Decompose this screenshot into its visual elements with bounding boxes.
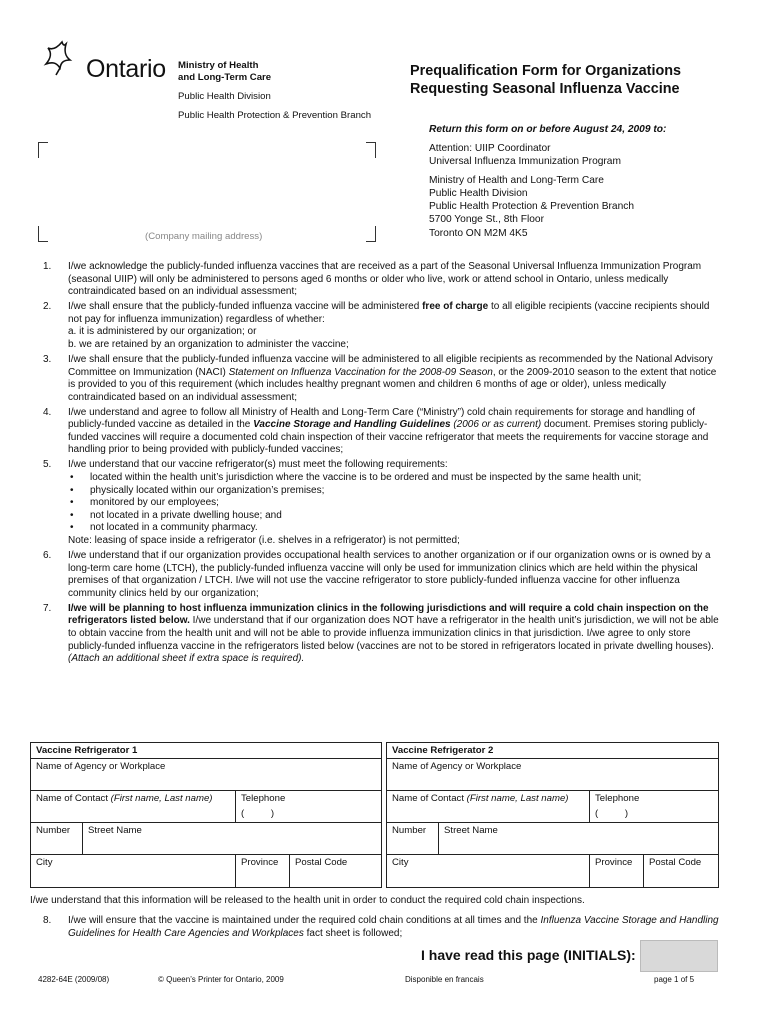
- branch-name: Public Health Protection & Prevention Branch: [178, 110, 372, 121]
- logo-wordmark: Ontario: [86, 55, 166, 83]
- item-text: I/we understand and agree to follow all Ministry of Health and Long-Term Care (“Ministry”) cold chain requirements for storage and handling of publicly-funded vaccine as detailed in the: [68, 406, 695, 431]
- division-name: Public Health Division: [178, 91, 271, 102]
- refrigerator-1-form: [30, 742, 382, 888]
- sub-item-a: a. it is administered by our organization; or: [68, 326, 257, 338]
- mailing-address-placeholder: (Company mailing address): [145, 231, 263, 242]
- refrigerator-1-title: Vaccine Refrigerator 1: [31, 743, 381, 759]
- field-label: Name of Contact: [392, 793, 464, 804]
- window-corner-br: [366, 226, 376, 242]
- item-text: I/we understand that if our organization does NOT have a refrigerator in the health unit’s jurisdiction, we will not be able to obtain vaccine from the health unit and will not be able to provide influenza immunization clinics in that jurisdiction. I/we agree to only store publicly-funded influenza vaccine in the refrigerators listed below (vaccines are not to be stored in refrigerators located in private dwelling houses).: [68, 615, 719, 652]
- bullet-icon: •: [70, 522, 74, 534]
- field-label: Province: [595, 857, 633, 868]
- telephone-field[interactable]: [236, 791, 381, 822]
- requirement-item: [68, 472, 720, 485]
- item-text-bold: I/we will be planning to host influenza immunization clinics in the following jurisdictions and will require a cold chain inspection on the refrigerators listed below.: [68, 602, 709, 627]
- item-text: I/we acknowledge the publicly-funded influenza vaccines that are received as a part of the Seasonal Universal Influenza Immunization Program (seasonal UIIP) will only be administered to persons aged 6 months or older who live, work or attend school in Ontario, unless medically contraindicated based on an individual assessment;: [68, 261, 702, 298]
- item-text-italic: (Attach an additional sheet if extra space is required).: [68, 653, 305, 665]
- city-field[interactable]: [387, 855, 590, 887]
- item-number: 2.: [43, 301, 52, 313]
- field-label: Name of Agency or Workplace: [392, 761, 522, 772]
- address-line: Ministry of Health and Long-Term Care: [429, 175, 604, 187]
- bullet-icon: •: [70, 509, 74, 521]
- item-text-bold: free of charge: [422, 301, 489, 313]
- return-address: [429, 142, 634, 240]
- item-text-bold-italic: Vaccine Storage and Handling Guidelines: [253, 419, 451, 431]
- agency-name-field[interactable]: [31, 759, 381, 790]
- ministry-name-line2: and Long-Term Care: [178, 72, 272, 83]
- window-corner-bl: [38, 226, 48, 242]
- item-number: 4.: [43, 406, 52, 418]
- field-hint: (First name, Last name): [466, 793, 569, 804]
- field-label: Postal Code: [295, 857, 348, 868]
- item-text: I/we understand that our vaccine refrigerator(s) must meet the following requirements:: [68, 459, 448, 471]
- initials-label: I have read this page (INITIALS):: [421, 947, 636, 963]
- agreement-item-6: [30, 550, 720, 600]
- ontario-logo: [40, 38, 180, 84]
- item-number: 1.: [43, 261, 52, 272]
- refrigerator-2-form: [386, 742, 719, 888]
- address-line: Toronto ON M2M 4K5: [429, 227, 528, 239]
- bullet-icon: •: [70, 497, 74, 509]
- province-field[interactable]: [590, 855, 644, 887]
- field-label: Postal Code: [649, 857, 702, 868]
- requirement-item: [68, 522, 720, 535]
- item-text: I/we shall ensure that the publicly-funded influenza vaccine will be administered: [68, 301, 423, 313]
- refrigerator-2-title: Vaccine Refrigerator 2: [387, 743, 718, 759]
- item-text: I/we will ensure that the vaccine is maintained under the required cold chain conditions at all times and the: [68, 915, 541, 926]
- item-text: I/we shall ensure that the publicly-funded influenza vaccine will be administered to all eligible recipients as recommended by the National Advisory Committee on Immunization (NACI): [68, 353, 713, 378]
- province-field[interactable]: [236, 855, 290, 887]
- contact-name-field[interactable]: [31, 791, 236, 822]
- street-name-field[interactable]: [83, 823, 381, 854]
- item-number: 8.: [43, 915, 52, 926]
- city-field[interactable]: [31, 855, 236, 887]
- item-text: fact sheet is followed;: [303, 928, 403, 939]
- agreement-item-4: [30, 407, 720, 457]
- item-text-italic: Influenza Vaccine Storage and Handling Guidelines for Health Care Agencies and Workplaces: [68, 915, 719, 939]
- trillium-icon: [40, 38, 84, 78]
- copyright: © Queen’s Printer for Ontario, 2009: [158, 975, 284, 984]
- field-hint: (First name, Last name): [110, 793, 213, 804]
- requirement-text: located within the health unit’s jurisdiction where the vaccine is to be ordered and must be inspected by the same health unit;: [90, 472, 642, 484]
- field-label: Telephone: [241, 793, 286, 804]
- form-title: [410, 62, 681, 98]
- requirements-list: [68, 472, 720, 535]
- field-label: City: [36, 857, 53, 868]
- requirement-text: not located in a community pharmacy.: [90, 522, 258, 534]
- initials-input[interactable]: [640, 940, 718, 972]
- address-line: 5700 Yonge St., 8th Floor: [429, 214, 544, 226]
- agreement-item-5: [30, 459, 720, 547]
- field-label: Number: [36, 825, 71, 836]
- item-text: I/we understand that if our organization provides occupational health services to another organization or if our organization owns or is owned by a long-term care home (LTCH), the publicly-funded influenza vaccine will only be used for immunization clinics which are held within the physical premises of that organization / LTCH. I/we will not use the vaccine refrigerator to store publicly-funded influenza vaccine for other influenza community clinics held by our organization;: [68, 550, 711, 599]
- requirement-item: [68, 485, 720, 498]
- area-code-parens: ( ): [595, 807, 629, 819]
- agreement-item-2: [30, 301, 720, 351]
- street-number-field[interactable]: [387, 823, 439, 854]
- street-number-field[interactable]: [31, 823, 83, 854]
- bullet-icon: •: [70, 472, 74, 484]
- address-line: Public Health Protection & Prevention Branch: [429, 201, 634, 213]
- agreement-item-7: [30, 603, 720, 666]
- field-label: Street Name: [444, 825, 498, 836]
- item-text-italic: Statement on Influenza Vaccination for the 2008-09 Season: [228, 366, 493, 378]
- release-note: I/we understand that this information will be released to the health unit in order to conduct the required cold chain inspections.: [30, 895, 585, 906]
- agreement-item-3: [30, 354, 720, 404]
- item-number: 3.: [43, 353, 52, 365]
- requirement-text: physically located within our organization’s premises;: [90, 484, 325, 496]
- field-label: City: [392, 857, 409, 868]
- field-label: Name of Contact: [36, 793, 108, 804]
- bullet-icon: •: [70, 484, 74, 496]
- item-text: , or the 2009-2010 season to the extent that notice is provided to you of this requirement (which includes healthy pregnant women and children 6 months of age or older), unless medically contraindicated based on an individual assessment;: [68, 366, 717, 403]
- telephone-field[interactable]: [590, 791, 718, 822]
- field-label: Street Name: [88, 825, 142, 836]
- agency-name-field[interactable]: [387, 759, 718, 790]
- field-label: Name of Agency or Workplace: [36, 761, 166, 772]
- sub-item-b: b. we are retained by an organization to administer the vaccine;: [68, 338, 349, 350]
- page-number: page 1 of 5: [654, 975, 695, 984]
- item-number: 5.: [43, 459, 52, 471]
- item-number: 7.: [43, 602, 52, 614]
- field-label: Number: [392, 825, 427, 836]
- street-name-field[interactable]: [439, 823, 718, 854]
- form-number: 4282-64E (2009/08): [38, 975, 110, 984]
- requirement-text: not located in a private dwelling house; and: [90, 509, 282, 521]
- item-text: to all eligible recipients (vaccine recipients should not pay for influenza immunization) regardless of whether:: [68, 301, 710, 325]
- item-number: 6.: [43, 550, 52, 562]
- ministry-name-line1: Ministry of Health: [178, 60, 259, 71]
- agreement-list: [30, 261, 720, 668]
- french-availability: Disponible en francais: [405, 975, 484, 984]
- return-deadline: Return this form on or before August 24, 2009 to:: [429, 124, 667, 135]
- field-label: Province: [241, 857, 279, 868]
- address-line: Universal Influenza Immunization Program: [429, 156, 621, 168]
- area-code-parens: ( ): [241, 807, 275, 819]
- window-corner-tl: [38, 142, 48, 158]
- ministry-block: [178, 60, 371, 122]
- postal-code-field[interactable]: [644, 855, 718, 887]
- leasing-note: Note: leasing of space inside a refrigerator (i.e. shelves in a refrigerator) is not permitted;: [68, 535, 460, 547]
- contact-name-field[interactable]: [387, 791, 590, 822]
- window-corner-tr: [366, 142, 376, 158]
- item-text: document. Premises storing publicly-funded vaccines will require a documented cold chain inspection of their vaccine refrigerator that meets the requirements for vaccine storage and handling prior to being provided with publicly-funded vaccines;: [68, 419, 709, 456]
- agreement-item-8: [30, 914, 730, 940]
- form-title-line2: Requesting Seasonal Influenza Vaccine: [410, 81, 680, 97]
- requirement-text: monitored by our employees;: [90, 497, 219, 509]
- agreement-item-1: [30, 261, 720, 299]
- requirement-item: [68, 510, 720, 523]
- field-label: Telephone: [595, 793, 640, 804]
- item-text-italic: (2006 or as current): [450, 419, 542, 431]
- address-line: Attention: UIIP Coordinator: [429, 143, 551, 154]
- postal-code-field[interactable]: [290, 855, 381, 887]
- form-title-line1: Prequalification Form for Organizations: [410, 63, 682, 79]
- address-line: Public Health Division: [429, 188, 528, 200]
- requirement-item: [68, 497, 720, 510]
